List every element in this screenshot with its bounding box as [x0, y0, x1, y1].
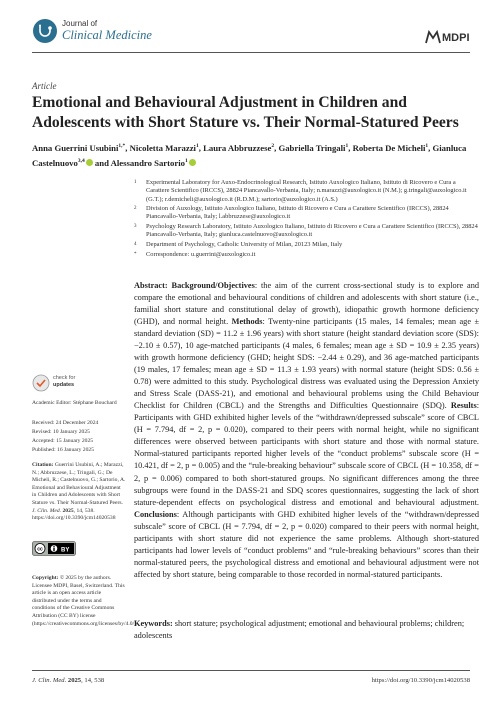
check-for-updates-badge[interactable] [32, 372, 92, 394]
keywords-label: Keywords: [134, 619, 173, 628]
check-updates-line1: check for [53, 375, 76, 381]
academic-editor: Academic Editor: Stéphane Bouchard [32, 400, 117, 406]
keywords-text: short stature; psychological adjustment; emotional and behavioural problems; children; adolescents [134, 619, 465, 640]
conclusions-label: Conclusions [134, 509, 177, 519]
footer-year: 2025 [67, 677, 82, 684]
footer-vol-page: , 14, 538 [81, 677, 105, 684]
author-affiliation-marker: 3,4 [77, 158, 85, 165]
footer-citation [32, 677, 104, 684]
mdpi-logo-icon[interactable] [424, 24, 470, 46]
author-name[interactable]: Nicoletta Marazzi [129, 142, 196, 153]
citation-text: Guerrini Usubini, A.; Marazzi, N.; Abbruzzese, L.; Tringali, G.; De Micheli, R.; Castelnuovo, G.; Sartorio, A. Emotional and Behavioural Adjustment in Children and Adolescents with Short Stature vs. Their Normal-Statured Peers. [32, 462, 126, 506]
journal-logo-icon [32, 18, 58, 44]
methods-text: : Twenty-nine participants (15 males, 14 females; mean age ± standard deviation (SD) = 11.2 ± 1.96 years) with short stature (height standard deviation score (SDS): −2.10 ± 0.57), 10 age-matched participants (4 males, 6 females; mean age ± SD = 10.9 ± 2.35 years) with growth hormone deficiency (GHD; height SDS: −2.44 ± 0.29), and 36 age-matched participants (19 males, 17 females; mean age ± SD = 11.3 ± 1.93 years) with normal stature (height SDS: 0.56 ± 0.78) were admitted to this study. Psychological distress was evaluated using the Depression Anxiety and Stress Scale (DASS-21), and emotional and behavioural problems using the Child Behaviour Checklist for Children (CBCL) and the Strengths and Difficulties Questionnaire (SDQ). [134, 317, 479, 411]
affiliation-text: Correspondence: u.guerrini@auxologico.it [146, 250, 256, 258]
results-text: : Participants with GHD exhibited higher levels of the “withdrawn/depressed subscale” score of CBCL (H = 7.794, df = 2, p = 0.020), compared to their peers with normal height, while no significant differences were observed between participants with short stature and those with normal stature. Normal-statured participants reported higher levels of the “conduct problems” subscale score (H = 10.421, df = 2, p = 0.005) and the “rule-breaking behaviour” subscale score of CBCL (H = 10.358, df = 2, p = 0.006) compared to both short-statured groups. No significant differences among the three subgroups were found in the DASS-21 and SDQ scores questionnaires, suggesting the lack of short stature-dependent effects on psychological distress and emotional and behavioural adjustment. [134, 401, 479, 507]
background-label: Background/Objectives [171, 281, 255, 290]
affiliation-number: * [134, 251, 137, 257]
author-separator: and [92, 158, 111, 169]
citation-label: Citation: [32, 462, 54, 468]
methods-label: Methods [231, 317, 263, 327]
svg-text:cc: cc [37, 546, 43, 553]
citation-journal: J. Clin. Med. [32, 507, 62, 514]
affiliation-item [134, 223, 479, 240]
affiliation-number: 4 [134, 241, 137, 247]
affiliation-text: Department of Psychology, Catholic University of Milan, 20123 Milan, Italy [146, 240, 343, 248]
author-name[interactable]: Gabriella Tringali [278, 142, 346, 153]
accepted-date: Accepted: 15 January 2025 [32, 438, 94, 444]
revised-date: Revised: 10 January 2025 [32, 429, 90, 435]
header-divider [32, 52, 470, 53]
results-label: Results [450, 401, 477, 411]
orcid-icon[interactable] [86, 159, 93, 166]
affiliation-item [134, 179, 479, 204]
publisher-name: MDPI [442, 32, 470, 44]
affiliation-number: 3 [134, 224, 137, 230]
author-separator: , [274, 142, 279, 153]
affiliation-number: 2 [134, 206, 137, 212]
citation-block [32, 462, 126, 523]
background-text: : the aim of the current cross-sectional study is to explore and compare the emotional and behavioural conditions of children and adolescents with short stature (i.e., familial short stature and constitutional delay of growth), idiopathic growth hormone deficiency (GHD), and normal height. [134, 281, 480, 327]
author-separator: , [198, 142, 204, 153]
author-affiliation-marker: 1 [425, 143, 429, 149]
author-affiliation-marker: 1,* [118, 143, 126, 149]
affiliation-item [134, 251, 479, 259]
check-updates-line2: updates [53, 382, 75, 388]
affiliations [134, 179, 479, 260]
abstract-label: Abstract: [134, 281, 168, 290]
journal-name-prefix: Journal of [62, 19, 98, 28]
copyright-block [32, 575, 138, 628]
author-name[interactable]: Roberta De Micheli [352, 142, 426, 153]
author-list [32, 140, 472, 171]
citation-rest[interactable]: , 14, 538. https://doi.org/10.3390/jcm14020538 [32, 507, 116, 522]
author-name[interactable]: Gianluca Castelnuovo [32, 142, 467, 169]
affiliation-text: Experimental Laboratory for Auxo-Endocrinological Research, Istituto Auxologico Italiano, Istituto di Ricovero e Cura a Carattere Scientifico (IRCCS), 28824 Piancavallo-Verbania, Italy; n.marazzi@auxologico.it (N.M.); g.tringali@auxologico.it (G.T.); r.demicheli@auxologico.it (R.D.M.); sartorio@auxologico.it (A.S.) [146, 179, 467, 203]
author-affiliation-marker: 1 [185, 158, 188, 165]
article-title: Emotional and Behavioural Adjustment in Children and Adolescents with Short Stature vs. Their Normal-Statured Peers [32, 94, 459, 131]
received-date: Received: 24 December 2024 [32, 420, 99, 426]
affiliation-text: Division of Auxology, Istituto Auxologico Italiano, Istituto di Ricovero e Cura a Carattere Scientifico (IRCCS), 28824 Piancavallo-Verbania, Italy; l.abbruzzese@auxologico.it [146, 205, 449, 221]
footer-journal: J. Clin. Med. [32, 677, 67, 684]
affiliation-text: Psychology Research Laboratory, Istituto Auxologico Italiano, Istituto di Ricovero e Cura a Carattere Scientifico (IRCCS), 28824 Piancavallo-Verbania, Italy; gianluca.castelnuovo@auxologico.it [146, 223, 478, 239]
author-affiliation-marker: 1 [195, 143, 199, 149]
author-name[interactable]: Laura Abbruzzese [203, 142, 272, 153]
article-type: Article [32, 81, 57, 91]
affiliation-item [134, 205, 479, 222]
author-affiliation-marker: 2 [271, 143, 275, 149]
keywords [134, 618, 479, 642]
author-separator: , [125, 142, 130, 153]
footer-doi-link[interactable]: https://doi.org/10.3390/jcm14020538 [371, 677, 470, 684]
journal-name[interactable]: Clinical Medicine [62, 28, 152, 42]
affiliation-number: 1 [134, 180, 137, 185]
author-name[interactable]: Anna Guerrini Usubini [32, 142, 119, 153]
conclusions-text: : Although participants with GHD exhibited higher levels of the “withdrawn/depressed subscale” score of CBCL (H = 7.794, df = 2, p = 0.020) compared to their peers with normal height, participants with short stature did not experience the same problems. Although short-statured participants had lower levels of “conduct problems” and “rule-breaking behaviours” scores than their normal-statured peers, the psychological distress and emotional and behavioural adjustment were not affected by short stature, being comparable to those recorded in normal-statured participants. [134, 509, 479, 579]
citation-year: 2025 [62, 507, 74, 514]
abstract [134, 280, 479, 581]
footer-divider [32, 670, 470, 671]
copyright-text: © 2025 by the authors. Licensee MDPI, Basel, Switzerland. This article is an open access article distributed under the terms and conditions of the Creative Commons Attribution (CC BY) license (https://creativecommons.org/licenses/by/4.0/). [32, 575, 138, 627]
check-updates-icon [32, 373, 50, 393]
author-name[interactable]: Alessandro Sartorio [110, 158, 186, 169]
copyright-label: Copyright: [32, 575, 59, 581]
published-date: Published: 16 January 2025 [32, 447, 94, 453]
author-affiliation-marker: 1 [345, 143, 349, 149]
svg-text:BY: BY [61, 547, 70, 554]
affiliation-item [134, 241, 479, 249]
author-separator: , [348, 142, 353, 153]
author-separator: , [428, 142, 433, 153]
orcid-icon[interactable] [189, 159, 196, 166]
cc-by-license-icon[interactable] [32, 541, 76, 556]
